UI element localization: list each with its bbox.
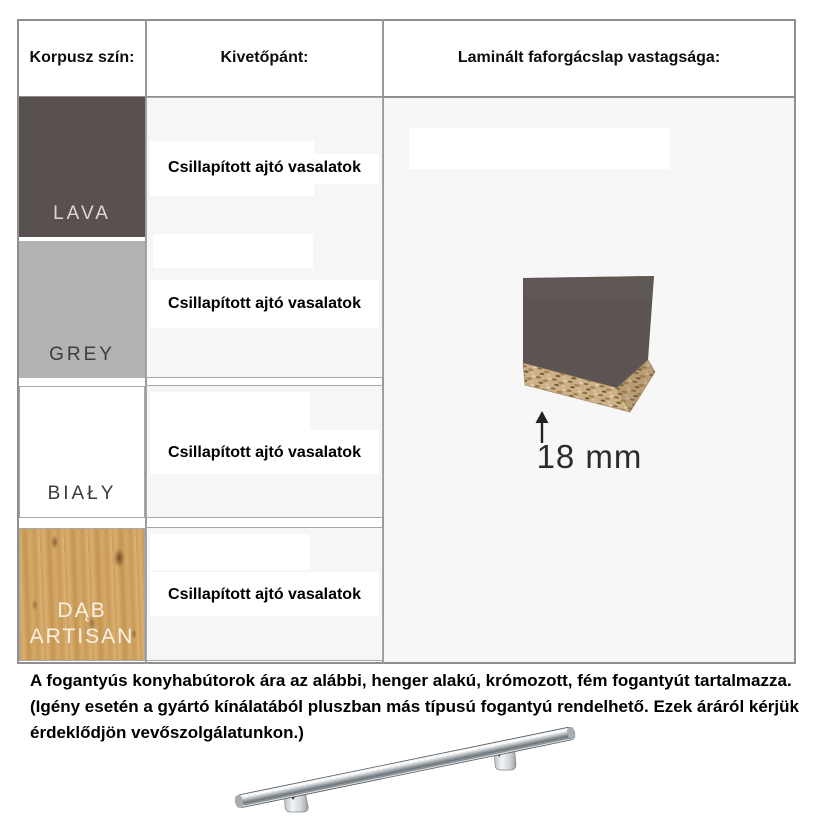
thickness-value: 18 mm [536,438,643,475]
swatch-label-grey: GREY [49,344,115,365]
header-vastagsag: Laminált faforgácslap vastagsága: [457,49,721,66]
swatch-bialy [19,386,145,518]
white-patch [150,534,310,570]
footer-text-line3: érdeklődjön vevőszolgálatunkon.) [30,723,304,742]
swatch-label-lava: LAVA [53,203,111,224]
header-kivetopant: Kivetőpánt: [220,49,309,66]
swatch-dab-artisan [19,528,145,661]
swatch-label-dab-artisan: DĄB ARTISAN [29,599,135,648]
footer-text-line1: A fogantyús konyhabútorok ára az alábbi, henger alakú, krómozott, fém fogantyút tartalmazza. [30,671,792,690]
chipboard-panel-icon [518,272,658,417]
swatch-lava [19,97,145,237]
hinge-text-row1a: Csillapított ajtó vasalatok [168,159,361,176]
swatch-grey [19,241,145,378]
white-patch [153,234,313,268]
white-patch [150,392,310,432]
white-patch [409,128,670,169]
footer-text-line2: (Igény esetén a gyártó kínálatából pluszban más típusú fogantyú rendelhető. Ezek áráról kérjük [30,697,799,716]
hinge-text-row2: Csillapított ajtó vasalatok [168,444,361,461]
hinge-text-row3: Csillapított ajtó vasalatok [168,586,361,603]
header-korpusz-szin: Korpusz szín: [29,49,135,66]
chrome-handle-icon [222,716,602,818]
hinge-text-row1b: Csillapított ajtó vasalatok [168,295,361,312]
swatch-label-bialy: BIAŁY [47,483,117,504]
